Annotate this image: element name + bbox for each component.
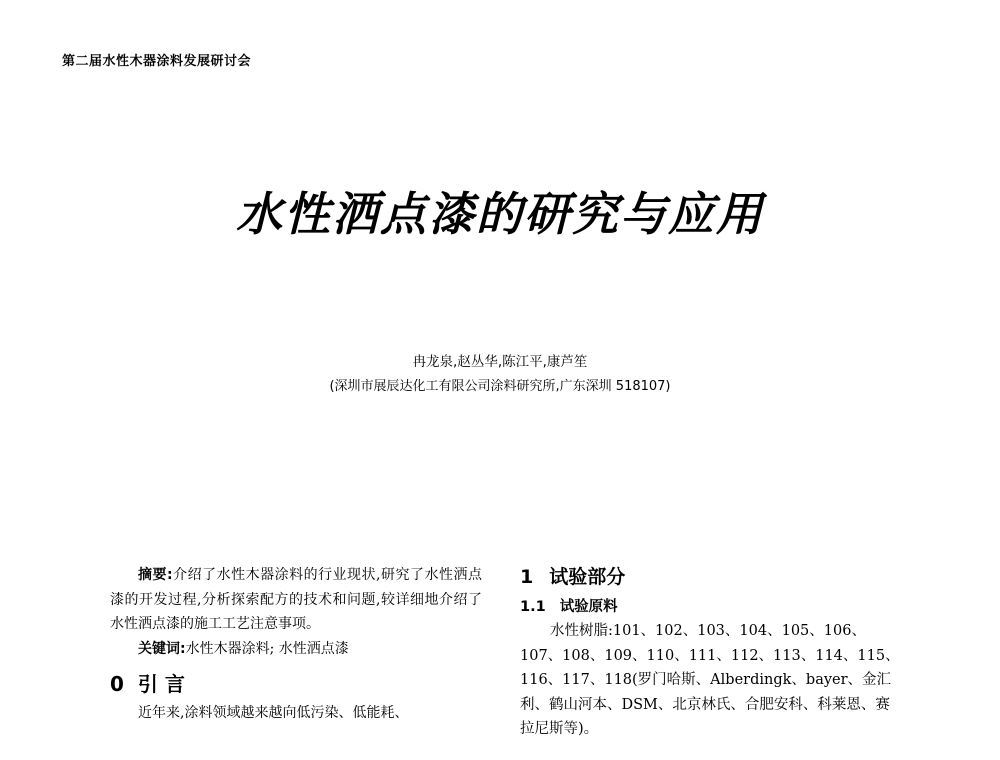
section-0-heading: [110, 671, 482, 697]
right-column: [520, 563, 900, 742]
paper-affiliation: (深圳市展辰达化工有限公司涂料研究所,广东深圳 518107): [329, 379, 671, 394]
section-1-1-title: 试验原料: [559, 599, 618, 615]
conference-header: 第二届水性木器涂料发展研讨会: [62, 54, 252, 69]
paper-authors: 冉龙泉,赵丛华,陈江平,康芦笙: [412, 354, 588, 370]
section-0-text: 近年来,涂料领域越来越向低污染、低能耗、: [138, 705, 409, 721]
keywords-text: 水性木器涂料; 水性洒点漆: [185, 640, 349, 657]
abstract-label: 摘要:: [138, 567, 173, 583]
abstract: [110, 563, 482, 637]
section-1-1-heading: [520, 595, 900, 619]
keywords-label: 关键词:: [138, 640, 186, 657]
section-1-title: 试验部分: [549, 566, 626, 588]
section-1-number: 1: [520, 566, 534, 588]
section-1-heading: [520, 563, 900, 591]
section-0-number: 0: [110, 672, 124, 696]
section-0-title: 引 言: [137, 672, 185, 696]
left-column: [110, 563, 482, 726]
section-1-1-number: 1.1: [520, 599, 546, 615]
keywords: [110, 637, 482, 662]
paper-title: 水性洒点漆的研究与应用: [236, 187, 764, 241]
abstract-text: 介绍了水性木器涂料的行业现状,研究了水性洒点漆的开发过程,分析探索配方的技术和问题,较详细地介绍了水性洒点漆的施工工艺注意事项。: [110, 567, 482, 632]
section-1-1-text: 水性树脂:101、102、103、104、105、106、107、108、109、110、111、112、113、114、115、116、117、118(罗门哈斯、Alberdingk、bayer、金汇利、鹤山河本、DSM、北京林氏、合肥安科、科莱恩、赛拉尼斯等)。: [520, 623, 900, 737]
